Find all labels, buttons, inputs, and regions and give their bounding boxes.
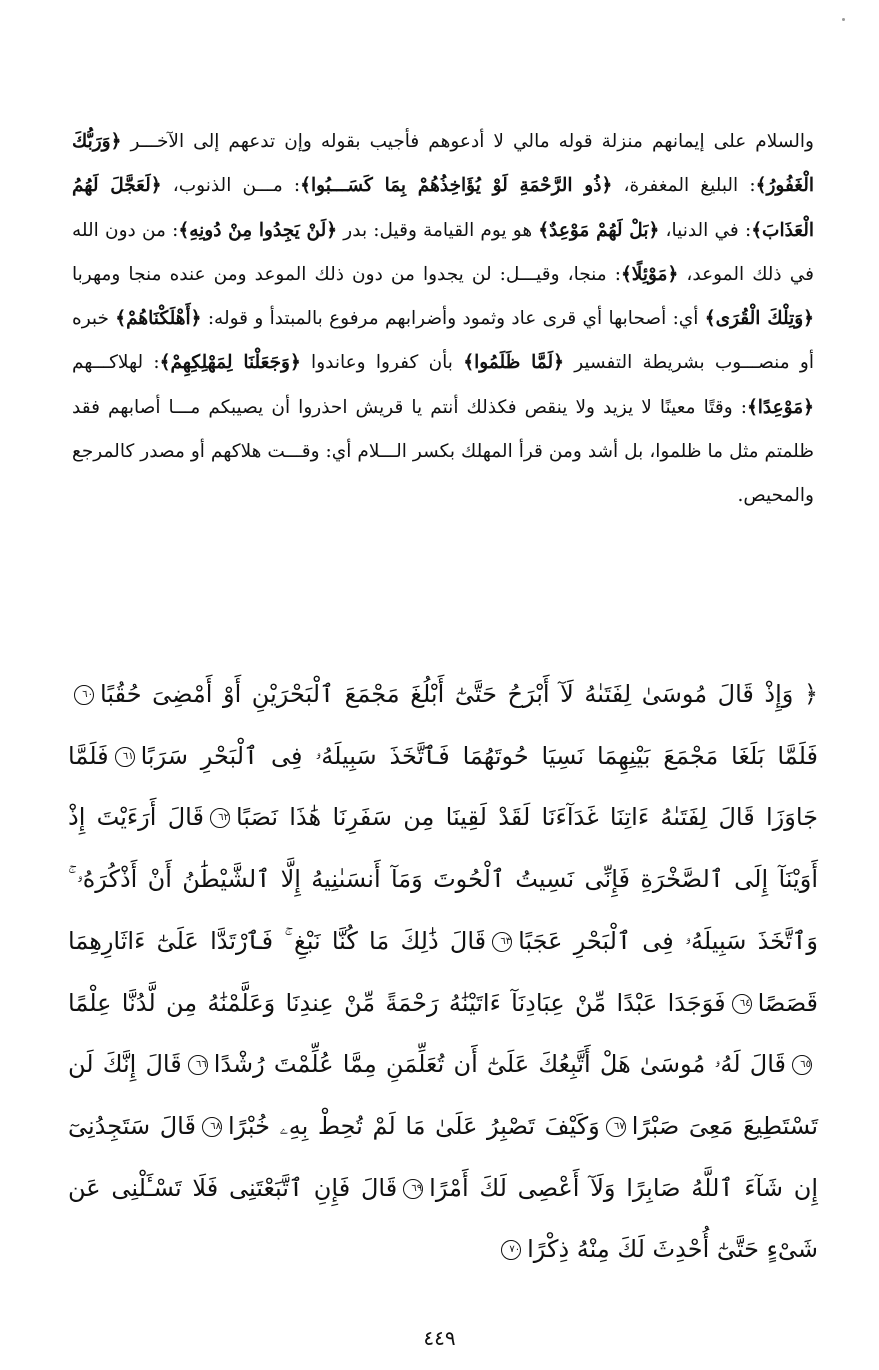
commentary-text: أي: أصحابها أي قرى عاد وثمود وأضرابهم مرفوع بالمبتدأ و قوله: (201, 308, 705, 330)
commentary-text: : وقتًا معينًا لا يزيد ولا ينقص فكذلك أنتم يا قريش احذروا أن يصيبكم مـــا أصابهم فقد ظلمتم مثل ما ظلموا، بل أشد ومن قرأ المهلك بكسر الـــلام أي: وقـــت هلاكهم أو مصدر كالمرجع والمحيص. (72, 396, 814, 507)
verse-text: فَلَمَّا جَاوَزَا قَالَ لِفَتَىٰهُ ءَاتِنَا غَدَآءَنَا لَقَدْ لَقِينَا مِن سَفَرِنَا هَٰذَا نَصَبًا (68, 741, 819, 832)
quran-quote: ﴿أَهْلَكْنَاهُمْ﴾ (115, 308, 202, 330)
commentary-text: هو يوم القيامة وقيل: بدر (337, 219, 539, 241)
verse-number-marker: ٦٢ (210, 808, 230, 828)
verse-number-marker: ٦٦ (188, 1055, 208, 1075)
verse-text: قَالَ إِنَّكَ لَن تَسْتَطِيعَ مَعِىَ صَبْرًا (68, 1050, 819, 1140)
quran-quote: ﴿لَعَجَّلَ لَهُمُ الْعَذَابَ﴾ (72, 175, 815, 241)
verse-text: وَكَيْفَ تَصْبِرُ عَلَىٰ مَا لَمْ تُحِطْ بِهِۦ خُبْرًا (227, 1111, 600, 1140)
scan-speck (842, 18, 845, 21)
verse-text: فَلَمَّا بَلَغَا مَجْمَعَ بَيْنِهِمَا نَسِيَا حُوتَهُمَا فَٱتَّخَذَ سَبِيلَهُۥ فِى ٱلْبَحْرِ سَرَبًا (140, 741, 818, 770)
commentary-text: : في الدنيا، (659, 219, 752, 241)
verse-text: وَإِذْ قَالَ مُوسَىٰ لِفَتَىٰهُ لَآ أَبْرَحُ حَتَّىٰٓ أَبْلُغَ مَجْمَعَ ٱلْبَحْرَيْنِ أَوْ أَمْضِىَ حُقُبًا (100, 680, 794, 708)
quran-quote: ﴿مَوْعِدًا﴾ (746, 396, 814, 418)
verse-number-marker: ٦٣ (492, 932, 512, 952)
quran-quote: ﴿لَنْ يَجِدُوا مِنْ دُونِهِ﴾ (178, 219, 338, 241)
verse-text: فَوَجَدَا عَبْدًا مِّنْ عِبَادِنَآ ءَاتَيْنَٰهُ رَحْمَةً مِّنْ عِندِنَا وَعَلَّمْنَٰهُ مِن لَّدُنَّا عِلْمًا (68, 988, 726, 1017)
quran-quote: ﴿وَجَعَلْنَا لِمَهْلِكِهِمْ﴾ (159, 352, 301, 374)
commentary-text: : منجا، وقيـــل: لن يجدوا من دون ذلك الموعد ومن عنده منجا ومهربا (72, 263, 621, 285)
commentary-paragraph (72, 120, 814, 519)
verse-number-marker: ٧٠ (501, 1240, 521, 1260)
quran-quote: ﴿بَلْ لَهُمْ مَوْعِدٌ﴾ (538, 219, 660, 241)
quran-quote: ﴿ذُو الرَّحْمَةِ لَوْ يُؤَاخِذُهُمْ بِمَا كَسَـــبُوا﴾ (300, 175, 613, 197)
quran-quote: ﴿وَرَبُّكَ الْغَفُورُ﴾ (72, 131, 814, 197)
commentary-text: : البليغ المغفرة، (612, 175, 756, 197)
commentary-text: والسلام على إيمانهم منزلة قوله مالي لا أدعوهم فأجيب بقوله وإن تدعهم إلى الآخـــر (130, 131, 814, 152)
commentary-text: : لهلاكـــهم (72, 352, 160, 374)
verse-number-marker: ٦٧ (606, 1117, 626, 1137)
verse-number-marker: ٦١ (115, 747, 135, 767)
commentary-text: خبره أو منصـــوب بشريطة التفسير (72, 308, 814, 374)
commentary-text: : من دون الله في ذلك الموعد، (72, 219, 815, 285)
verse-text: قَالَ سَتَجِدُنِىٓ إِن شَآءَ ٱللَّهُ صَابِرًا وَلَآ أَعْصِى لَكَ أَمْرًا (68, 1111, 818, 1202)
quran-quote: ﴿وَتِلْكَ الْقُرَى﴾ (704, 308, 814, 330)
quran-quote: ﴿مَوْئِلًا﴾ (620, 263, 679, 285)
verse-number-marker: ٦٨ (202, 1117, 222, 1137)
verse-number-marker: ٦٥ (792, 1055, 812, 1075)
verse-text: قَالَ لَهُۥ مُوسَىٰ هَلْ أَتَّبِعُكَ عَلَىٰٓ أَن تُعَلِّمَنِ مِمَّا عُلِّمْتَ رُشْدًا (213, 1050, 786, 1079)
verse-number-marker: ٦٩ (403, 1179, 423, 1199)
quran-quote: ﴿لَمَّا ظَلَمُوا﴾ (463, 352, 564, 374)
page-number: ٤٤٩ (423, 1326, 456, 1350)
verse-text: قَالَ ذَٰلِكَ مَا كُنَّا نَبْغِ ۚ فَٱرْتَدَّا عَلَىٰٓ ءَاثَارِهِمَا قَصَصًا (68, 926, 818, 1017)
ornate-bracket: ﴿ (803, 680, 818, 708)
commentary-text: : مـــن الذنوب، (161, 175, 301, 197)
verse-number-marker: ٦٤ (732, 994, 752, 1014)
verse-number-marker: ٦٠ (74, 685, 94, 705)
quran-verses-block (68, 664, 818, 1281)
verse-text: قَالَ أَرَءَيْتَ إِذْ أَوَيْنَآ إِلَى ٱلصَّخْرَةِ فَإِنِّى نَسِيتُ ٱلْحُوتَ وَمَآ أَنسَىٰنِيهُ إِلَّا ٱلشَّيْطَٰنُ أَنْ أَذْكُرَهُۥ ۚ وَٱتَّخَذَ سَبِيلَهُۥ فِى ٱلْبَحْرِ عَجَبًا (68, 803, 818, 955)
verse-text: قَالَ فَإِنِ ٱتَّبَعْتَنِى فَلَا تَسْـَٔلْنِى عَن شَىْءٍ حَتَّىٰٓ أُحْدِثَ لَكَ مِنْهُ ذِكْرًا (68, 1173, 818, 1264)
commentary-text: بأن كفروا وعاندوا (300, 352, 464, 374)
